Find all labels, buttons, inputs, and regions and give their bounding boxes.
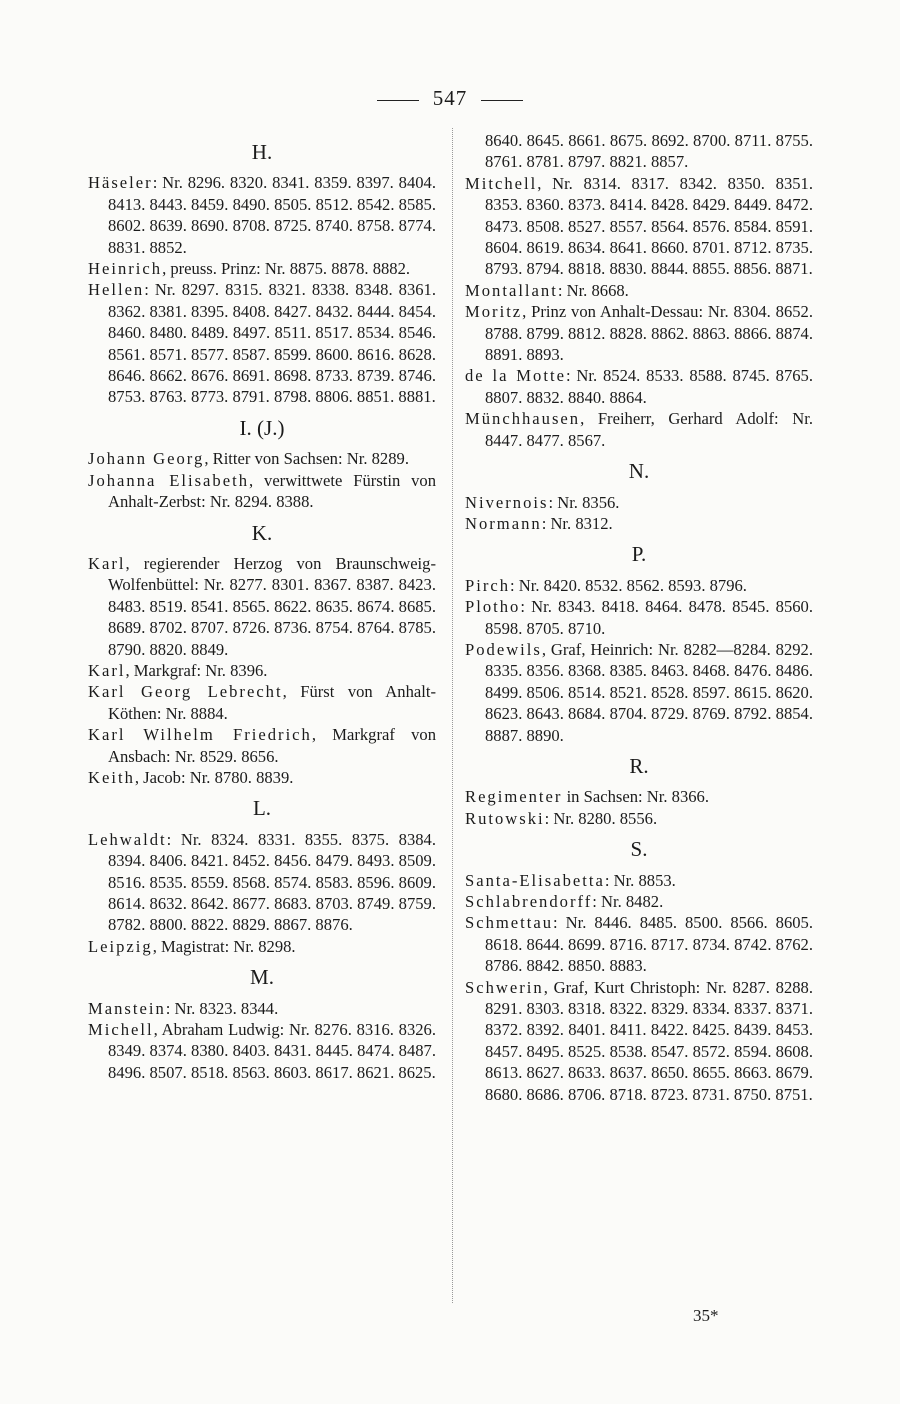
index-entry bbox=[465, 870, 813, 891]
entry-name: Normann bbox=[465, 513, 542, 533]
index-entry bbox=[465, 301, 813, 365]
index-entry bbox=[465, 492, 813, 513]
page-header bbox=[0, 86, 900, 111]
index-entry bbox=[465, 912, 813, 976]
index-entry bbox=[465, 280, 813, 301]
index-entry bbox=[88, 767, 436, 788]
left-column bbox=[88, 130, 436, 1083]
entry-name: Karl bbox=[88, 660, 126, 680]
entry-references: : Nr. 8323. 8344. bbox=[165, 998, 279, 1018]
entry-name: Karl Wilhelm Friedrich bbox=[88, 725, 312, 745]
index-entry bbox=[465, 808, 813, 829]
entry-name: Nivernois bbox=[465, 492, 549, 512]
index-entry bbox=[88, 553, 436, 660]
index-entry bbox=[88, 829, 436, 936]
entry-name: Pirch bbox=[465, 575, 511, 595]
entry-name: Santa-Elisabetta bbox=[465, 870, 605, 890]
index-entry bbox=[465, 173, 813, 280]
entry-references: , preuss. Prinz: Nr. 8875. 8878. 8882. bbox=[162, 259, 411, 279]
entry-references: : Nr. 8853. bbox=[604, 870, 676, 890]
entry-name: Karl Georg Lebrecht bbox=[88, 682, 283, 702]
entry-name: Schmettau bbox=[465, 913, 554, 933]
index-entry bbox=[88, 258, 436, 279]
entry-name: Lehwaldt bbox=[88, 829, 167, 849]
entry-name: Johann Georg bbox=[88, 449, 205, 469]
section-letter: S. bbox=[630, 837, 648, 862]
signature-mark: 35* bbox=[693, 1306, 719, 1325]
entry-references: : Nr. 8524. 8533. 8588. 8745. 8765. 8807. 8832. 8840. 8864. bbox=[485, 366, 813, 407]
entry-name: Münchhausen bbox=[465, 409, 581, 429]
entry-references: , Freiherr, Gerhard Adolf: Nr. 8447. 8477. 8567. bbox=[485, 409, 813, 450]
index-entry bbox=[88, 1019, 436, 1083]
entry-name: Schlabrendorff bbox=[465, 892, 593, 911]
entry-name: Schwerin bbox=[465, 977, 544, 997]
entry-references: , Markgraf: Nr. 8396. bbox=[125, 660, 268, 680]
index-entry bbox=[465, 977, 813, 1105]
index-entry bbox=[465, 639, 813, 746]
entry-name: Podewils bbox=[465, 639, 542, 659]
entry-references: , Prinz von Anhalt-Dessau: Nr. 8304. 8652. 8788. 8799. 8812. 8828. 8862. 8863. 8866. 8874. 8891. 8893. bbox=[485, 302, 813, 365]
entry-references: , Fürst von Anhalt-Köthen: Nr. 8884. bbox=[108, 682, 436, 723]
entry-name: Plotho bbox=[465, 597, 521, 617]
entry-references: , Ritter von Sachsen: Nr. 8289. bbox=[204, 449, 409, 469]
section-letter: N. bbox=[628, 459, 650, 484]
section-letter: H. bbox=[251, 140, 273, 164]
index-entry bbox=[88, 660, 436, 681]
entry-references: , Abraham Ludwig: Nr. 8276. 8316. 8326. 8349. 8374. 8380. 8403. 8431. 8445. 8474. 8487. 8496. 8507. 8518. 8563. 8603. 8617. 8621. 8625. bbox=[108, 1020, 436, 1082]
entry-name: Montallant bbox=[465, 280, 558, 300]
index-entry bbox=[465, 513, 813, 534]
index-entry bbox=[88, 448, 436, 469]
section-letter: L. bbox=[252, 796, 272, 821]
entry-name: Leipzig bbox=[88, 936, 153, 956]
entry-references: : Nr. 8668. bbox=[557, 280, 629, 300]
entry-name: Rutowski bbox=[465, 808, 545, 828]
entry-name: Michell bbox=[88, 1020, 154, 1040]
entry-references: , regierender Herzog von Braunschweig-Wolfenbüttel: Nr. 8277. 8301. 8367. 8387. 8423. 8483. 8519. 8541. 8565. 8622. 8635. 8674. 8685. 8689. 8702. 8707. 8726. 8736. 8754. 8764. 8785. 8790. 8820. 8849. bbox=[108, 553, 436, 659]
entry-references: : Nr. 8482. bbox=[592, 892, 664, 911]
right-column bbox=[465, 130, 813, 1105]
entry-references: , Jacob: Nr. 8780. 8839. bbox=[134, 767, 294, 787]
section-letter: K. bbox=[251, 520, 273, 545]
page-number: 547 bbox=[432, 86, 468, 110]
entry-references: : Nr. 8297. 8315. 8321. 8338. 8348. 8361. 8362. 8381. 8395. 8408. 8427. 8432. 8444. 8454. 8460. 8480. 8489. 8497. 8511. 8517. 8534. 8546. 8561. 8571. 8577. 8587. 8599. 8600. 8616. 8628. 8646. 8662. 8676. 8691. 8698. 8733. 8739. 8746. 8753. 8763. 8773. 8791. 8798. 8806. 8851. 8881. bbox=[108, 280, 436, 407]
entry-references: , Nr. 8314. 8317. 8342. 8350. 8351. 8353. 8360. 8373. 8414. 8428. 8429. 8449. 8472. 8473. 8508. 8527. 8557. 8564. 8576. 8584. 8591. 8604. 8619. 8634. 8641. 8660. 8701. 8712. 8735. 8793. 8794. 8818. 8830. 8844. 8855. 8856. 8871. bbox=[485, 173, 813, 279]
entry-references: : Nr. 8312. bbox=[541, 513, 613, 533]
entry-name: Regimenter bbox=[465, 787, 563, 807]
entry-references: : Nr. 8420. 8532. 8562. 8593. 8796. bbox=[510, 575, 747, 595]
entry-references: : Nr. 8296. 8320. 8341. 8359. 8397. 8404. 8413. 8443. 8459. 8490. 8505. 8512. 8542. 8585. 8602. 8639. 8690. 8708. 8725. 8740. 8758. 8774. 8831. 8852. bbox=[108, 173, 436, 257]
index-entry bbox=[465, 575, 813, 596]
section-letter: P. bbox=[631, 542, 647, 567]
column-divider bbox=[452, 128, 453, 1303]
index-entry bbox=[88, 172, 436, 258]
entry-name: Heinrich bbox=[88, 259, 163, 279]
index-entry bbox=[465, 408, 813, 451]
index-entry bbox=[465, 891, 813, 912]
section-letter: I. (J.) bbox=[239, 415, 285, 440]
entry-name: Manstein bbox=[88, 998, 166, 1018]
index-entry bbox=[88, 470, 436, 513]
entry-name: Karl bbox=[88, 553, 126, 573]
index-entry bbox=[88, 998, 436, 1019]
entry-references: , Magistrat: Nr. 8298. bbox=[152, 936, 296, 956]
index-entry bbox=[88, 279, 436, 407]
entry-references: , Markgraf von Ansbach: Nr. 8529. 8656. bbox=[108, 725, 436, 766]
entry-references: : Nr. 8446. 8485. 8500. 8566. 8605. 8618. 8644. 8699. 8716. 8717. 8734. 8742. 8762. 8786. 8842. 8850. 8883. bbox=[485, 913, 813, 976]
index-entry bbox=[88, 724, 436, 767]
entry-references: , Graf, Kurt Christoph: Nr. 8287. 8288. 8291. 8303. 8318. 8322. 8329. 8334. 8337. 8371. 8372. 8392. 8401. 8411. 8422. 8425. 8439. 8453. 8457. 8495. 8525. 8538. 8547. 8572. 8594. 8608. 8613. 8627. 8633. 8637. 8650. 8655. 8663. 8679. 8680. 8686. 8706. 8718. 8723. 8731. 8750. 8751. bbox=[485, 977, 813, 1104]
index-entry bbox=[465, 786, 813, 807]
entry-name: Hellen bbox=[88, 280, 145, 300]
section-letter: R. bbox=[629, 753, 649, 778]
index-entry bbox=[88, 936, 436, 957]
entry-name: Keith bbox=[88, 767, 135, 787]
entry-references: : Nr. 8343. 8418. 8464. 8478. 8545. 8560. 8598. 8705. 8710. bbox=[485, 597, 813, 638]
entry-name: de la Motte bbox=[465, 366, 566, 386]
entry-references: in Sachsen: Nr. 8366. bbox=[562, 787, 709, 807]
index-entry bbox=[465, 130, 813, 173]
entry-name: Johanna Elisabeth bbox=[88, 470, 249, 490]
index-entry bbox=[465, 596, 813, 639]
index-entry bbox=[88, 681, 436, 724]
entry-references: : Nr. 8280. 8556. bbox=[544, 808, 658, 828]
entry-name: Häseler bbox=[88, 173, 153, 193]
entry-references: , verwittwete Fürstin von Anhalt-Zerbst: Nr. 8294. 8388. bbox=[108, 470, 436, 512]
entry-name: Moritz bbox=[465, 302, 523, 322]
entry-references: , Graf, Heinrich: Nr. 8282—8284. 8292. 8335. 8356. 8368. 8385. 8463. 8468. 8476. 8486. 8499. 8506. 8514. 8521. 8528. 8597. 8615. 8620. 8623. 8643. 8684. 8704. 8729. 8769. 8792. 8854. 8887. 8890. bbox=[485, 639, 813, 745]
entry-name: Mitchell bbox=[465, 173, 538, 193]
header-rule-left bbox=[377, 100, 419, 101]
entry-references: : Nr. 8324. 8331. 8355. 8375. 8384. 8394. 8406. 8421. 8452. 8456. 8479. 8493. 8509. 8516. 8535. 8559. 8568. 8574. 8583. 8596. 8609. 8614. 8632. 8642. 8677. 8683. 8703. 8749. 8759. 8782. 8800. 8822. 8829. 8867. 8876. bbox=[108, 829, 436, 935]
entry-references: : Nr. 8356. bbox=[548, 492, 620, 512]
entry-references: 8640. 8645. 8661. 8675. 8692. 8700. 8711. 8755. 8761. 8781. 8797. 8821. 8857. bbox=[485, 131, 813, 172]
header-rule-right bbox=[481, 100, 523, 101]
index-entry bbox=[465, 365, 813, 408]
section-letter: M. bbox=[250, 965, 274, 990]
